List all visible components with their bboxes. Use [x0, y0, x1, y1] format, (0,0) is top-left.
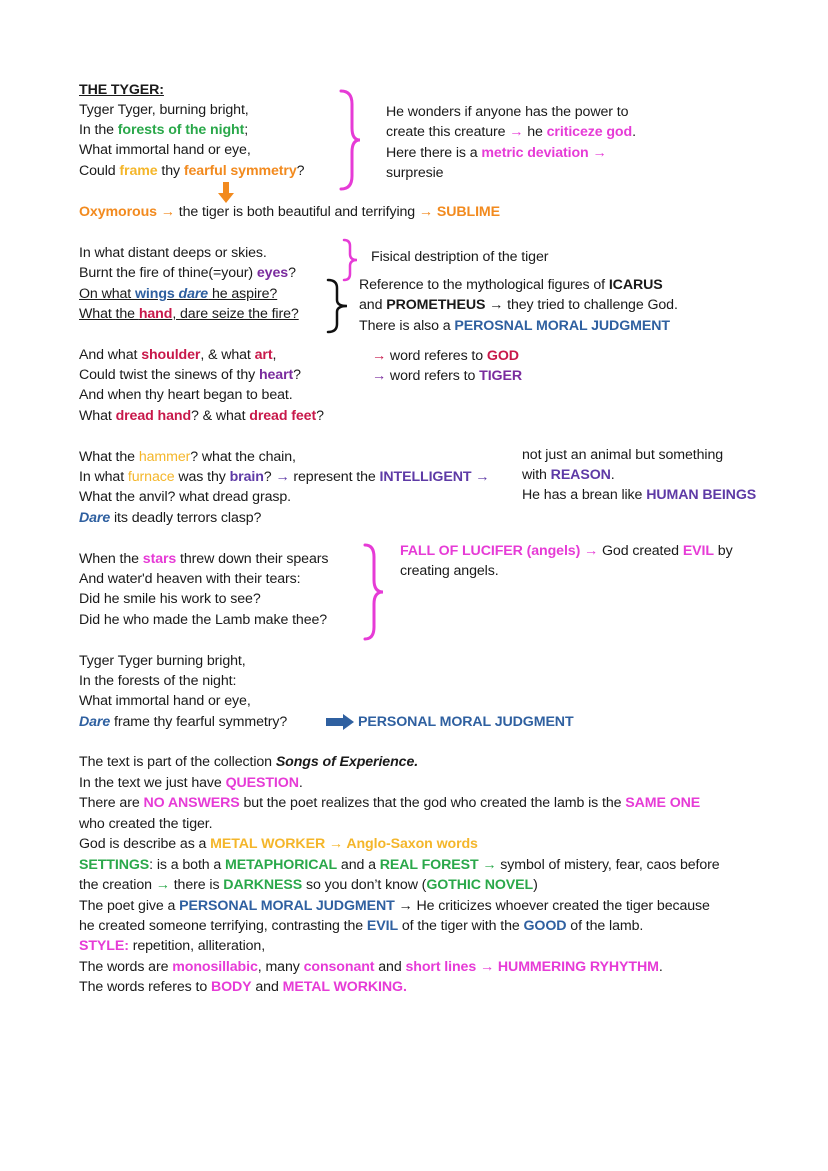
poem-line: What immortal hand or eye, [79, 693, 251, 709]
poem-line: Tyger Tyger burning bright, [79, 653, 246, 669]
poem-line: In the forests of the night; [79, 122, 249, 138]
poem-line: What the hammer? what the chain, [79, 449, 296, 465]
down-arrow-icon [218, 182, 234, 204]
brace-icon [325, 278, 351, 334]
poem-line: And what shoulder, & what art, [79, 347, 277, 363]
brace-icon [338, 88, 362, 192]
poem-line: What dread hand? & what dread feet? [79, 408, 324, 424]
poem-line: And when thy heart began to beat. [79, 387, 293, 403]
right-arrow-icon [326, 714, 354, 730]
page-title: THE TYGER: [79, 82, 164, 98]
brace-icon [342, 238, 360, 282]
poem-line: Dare frame thy fearful symmetry? [79, 714, 288, 730]
poem-line: On what wings dare he aspire? [79, 286, 278, 302]
poem-line: Tyger Tyger, burning bright, [79, 102, 249, 118]
poem-line: Burnt the fire of thine(=your) eyes? [79, 265, 296, 281]
poem-line: Did he smile his work to see? [79, 591, 261, 607]
oxymoron-note: Oxymorous → the tiger is both beautiful and terrifying → SUBLIME [79, 204, 500, 220]
brace-icon [362, 542, 386, 642]
poem-line: Could frame thy fearful symmetry? [79, 163, 305, 179]
poem-line: And water'd heaven with their tears: [79, 571, 301, 587]
poem-line: Did he who made the Lamb make thee? [79, 612, 328, 628]
poem-line: Dare its deadly terrors clasp? [79, 510, 262, 526]
stanza-2-note-top: Fisical destription of the tiger [371, 249, 549, 265]
poem-line: In what distant deeps or skies. [79, 245, 267, 261]
poem-line: In what furnace was thy brain? → represent the INTELLIGENT → [79, 469, 490, 485]
poem-line: What immortal hand or eye, [79, 142, 251, 158]
stanza-6-note: PERSONAL MORAL JUDGMENT [358, 714, 574, 730]
poem-line: In the forests of the night: [79, 673, 237, 689]
poem-line: What the anvil? what dread grasp. [79, 489, 291, 505]
poem-line: When the stars threw down their spears [79, 551, 329, 567]
poem-line: Could twist the sinews of thy heart? [79, 367, 301, 383]
poem-line: What the hand, dare seize the fire? [79, 306, 299, 322]
